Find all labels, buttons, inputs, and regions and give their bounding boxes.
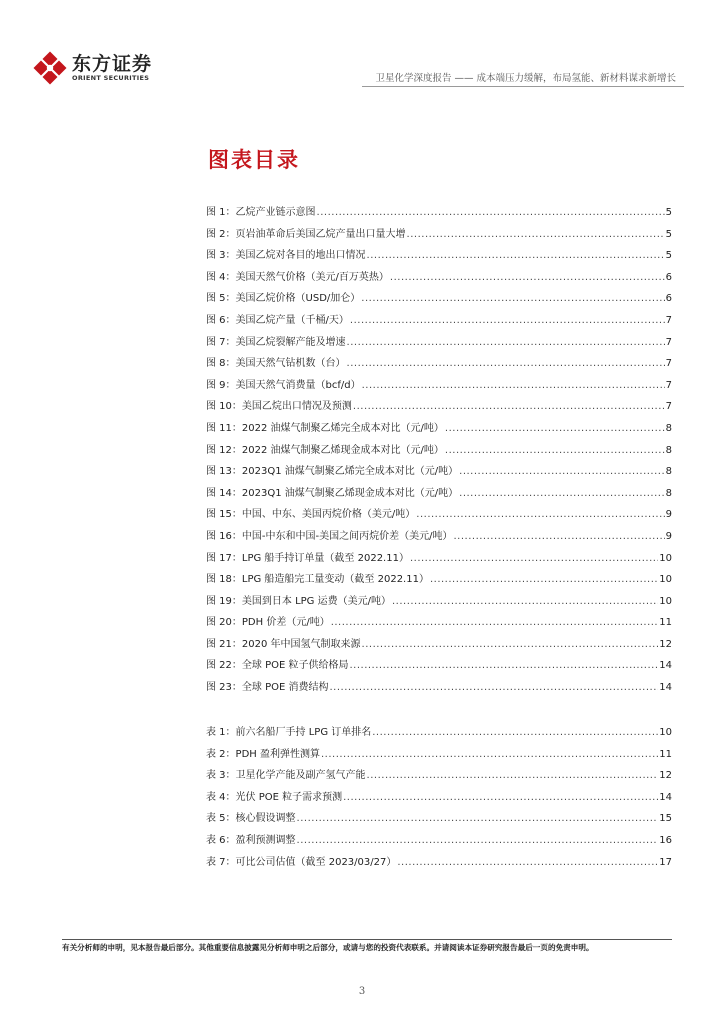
- brand-name-cn: 东方证券: [72, 52, 153, 75]
- figure-toc-entry[interactable]: [206, 570, 672, 592]
- figure-toc-label: 图 1：乙烷产业链示意图: [206, 207, 316, 218]
- figure-toc-page: 10: [659, 595, 672, 607]
- orient-securities-logo-icon: [32, 50, 68, 86]
- dot-leader: [459, 466, 664, 477]
- figure-toc-page: 6: [665, 293, 672, 305]
- figure-toc-page: 10: [659, 552, 672, 564]
- figure-toc-label: 图 22：全球 POE 粒子供给格局: [206, 660, 349, 672]
- figure-toc-entry[interactable]: [206, 592, 672, 614]
- figure-toc-label: 图 12：2022 油煤气制聚乙烯现金成本对比（元/吨）: [206, 444, 444, 456]
- table-toc-label: 表 7：可比公司估值（截至 2023/03/27）: [206, 856, 397, 868]
- figure-toc-entry[interactable]: [206, 505, 672, 527]
- dot-leader: [407, 229, 665, 240]
- dot-leader: [362, 639, 659, 650]
- figure-toc-entry[interactable]: [206, 678, 672, 700]
- table-toc-page: 12: [659, 770, 672, 782]
- dot-leader: [445, 445, 665, 456]
- dot-leader: [459, 488, 664, 499]
- figure-toc-label: 图 20：PDH 价差（元/吨）: [206, 617, 330, 629]
- table-toc-label: 表 3：卫星化学产能及副产氢气产能: [206, 770, 366, 782]
- dot-leader: [416, 509, 664, 520]
- dot-leader: [410, 553, 658, 564]
- figure-toc-label: 图 11：2022 油煤气制聚乙烯完全成本对比（元/吨）: [206, 422, 444, 434]
- dot-leader: [329, 682, 658, 693]
- figure-toc-page: 8: [665, 466, 672, 478]
- dot-leader: [297, 813, 659, 824]
- table-toc-label: 表 2：PDH 盈利弹性测算: [206, 748, 320, 760]
- table-list: [206, 723, 672, 874]
- figure-toc-entry[interactable]: [206, 203, 672, 225]
- figure-toc-entry[interactable]: [206, 225, 672, 247]
- brand-logo: [32, 50, 152, 86]
- table-toc-label: 表 5：核心假设调整: [206, 813, 296, 825]
- brand-name-en: ORIENT SECURITIES: [72, 73, 150, 82]
- figure-toc-label: 图 19：美国到日本 LPG 运费（美元/吨）: [206, 595, 391, 607]
- dot-leader: [343, 792, 658, 803]
- dot-leader: [392, 596, 658, 607]
- table-toc-entry[interactable]: [206, 788, 672, 810]
- figure-toc-label: 图 9：美国天然气消费量（bcf/d）: [206, 379, 361, 391]
- dot-leader: [350, 315, 665, 326]
- dot-leader: [454, 531, 665, 542]
- figure-toc-page: 9: [665, 530, 672, 542]
- table-toc-page: 14: [659, 791, 672, 803]
- dot-leader: [297, 835, 659, 846]
- table-toc-page: 15: [659, 813, 672, 825]
- figure-toc-label: 图 2：页岩油革命后美国乙烷产量出口量大增: [206, 228, 406, 240]
- figure-toc-entry[interactable]: [206, 635, 672, 657]
- table-toc-page: 10: [659, 727, 672, 738]
- figure-toc-page: 7: [665, 336, 672, 348]
- header-divider: [362, 86, 684, 87]
- figure-toc-page: 7: [665, 401, 672, 413]
- figure-toc-label: 图 23：全球 POE 消费结构: [206, 682, 329, 694]
- figure-toc-entry[interactable]: [206, 268, 672, 290]
- figure-toc-page: 12: [659, 638, 672, 650]
- table-toc-label: 表 4：光伏 POE 粒子需求预测: [206, 791, 343, 803]
- figure-toc-page: 10: [659, 574, 672, 586]
- figure-toc-entry[interactable]: [206, 656, 672, 678]
- table-toc-entry[interactable]: [206, 809, 672, 831]
- figure-toc-label: 图 14：2023Q1 油煤气制聚乙烯现金成本对比（元/吨）: [206, 487, 459, 499]
- figure-toc-page: 5: [665, 228, 672, 240]
- dot-leader: [347, 337, 665, 348]
- figure-toc-entry[interactable]: [206, 246, 672, 268]
- figure-toc-label: 图 15：中国、中东、美国丙烷价格（美元/吨）: [206, 509, 416, 521]
- figure-toc-label: 图 21：2020 年中国氢气制取来源: [206, 638, 361, 650]
- table-toc-entry[interactable]: [206, 723, 672, 745]
- figure-toc-page: 14: [659, 682, 672, 694]
- figure-toc-page: 5: [665, 207, 672, 218]
- dot-leader: [430, 574, 658, 585]
- dot-leader: [362, 380, 665, 391]
- table-toc-page: 16: [659, 834, 672, 846]
- figure-list: [206, 203, 672, 700]
- figure-toc-page: 8: [665, 422, 672, 434]
- figure-toc-entry[interactable]: [206, 354, 672, 376]
- figure-toc-page: 11: [659, 617, 672, 629]
- figure-toc-page: 9: [665, 509, 672, 521]
- figure-toc-entry[interactable]: [206, 484, 672, 506]
- dot-leader: [390, 272, 665, 283]
- dot-leader: [367, 770, 659, 781]
- figure-toc-entry[interactable]: [206, 613, 672, 635]
- page-number: 3: [358, 986, 366, 997]
- figure-toc-label: 图 3：美国乙烷对各目的地出口情况: [206, 250, 366, 262]
- figure-toc-label: 图 5：美国乙烷价格（USD/加仑）: [206, 293, 361, 305]
- figure-toc-entry[interactable]: [206, 441, 672, 463]
- figure-toc-entry[interactable]: [206, 397, 672, 419]
- figure-toc-label: 图 16：中国-中东和中国-美国之间丙烷价差（美元/吨）: [206, 530, 453, 542]
- figure-toc-entry[interactable]: [206, 549, 672, 571]
- table-toc-page: 17: [659, 856, 672, 868]
- dot-leader: [349, 660, 658, 671]
- figure-toc-label: 图 8：美国天然气钻机数（台）: [206, 358, 346, 370]
- figure-toc-entry[interactable]: [206, 527, 672, 549]
- dot-leader: [445, 423, 665, 434]
- figure-toc-label: 图 10：美国乙烷出口情况及预测: [206, 401, 352, 413]
- analyst-disclaimer: 有关分析师的申明，见本报告最后部分。其他重要信息披露见分析师申明之后部分，或请与您的投资代表联系。并请阅读本证券研究报告最后一页的免责申明。: [62, 943, 594, 952]
- figure-toc-label: 图 6：美国乙烷产量（千桶/天）: [206, 314, 349, 326]
- figure-toc-label: 图 7：美国乙烷裂解产能及增速: [206, 336, 346, 348]
- figure-toc-page: 5: [665, 250, 672, 262]
- dot-leader: [361, 293, 664, 304]
- dot-leader: [397, 857, 658, 868]
- footer-divider: [62, 939, 672, 940]
- figure-toc-entry[interactable]: [206, 333, 672, 355]
- figure-toc-entry[interactable]: [206, 462, 672, 484]
- dot-leader: [321, 749, 658, 760]
- figure-toc-entry[interactable]: [206, 376, 672, 398]
- figure-toc-label: 图 4：美国天然气价格（美元/百万英热）: [206, 271, 389, 283]
- table-toc-page: 11: [659, 748, 672, 760]
- figure-toc-page: 7: [665, 358, 672, 370]
- figure-toc-label: 图 13：2023Q1 油煤气制聚乙烯完全成本对比（元/吨）: [206, 466, 459, 478]
- table-toc-entry[interactable]: [206, 745, 672, 767]
- figure-toc-page: 8: [665, 444, 672, 456]
- figure-toc-page: 6: [665, 271, 672, 283]
- dot-leader: [372, 727, 658, 738]
- table-toc-label: 表 1：前六名船厂手持 LPG 订单排名: [206, 727, 372, 738]
- table-toc-entry[interactable]: [206, 766, 672, 788]
- dot-leader: [317, 207, 665, 218]
- dot-leader: [367, 250, 665, 261]
- brand-text: [72, 54, 152, 83]
- toc-title: 图表目录: [208, 148, 300, 172]
- dot-leader: [353, 401, 665, 412]
- dot-leader: [331, 617, 659, 628]
- table-toc-entry[interactable]: [206, 853, 672, 875]
- figure-toc-label: 图 17：LPG 船手持订单量（截至 2022.11）: [206, 552, 409, 564]
- report-title: 卫星化学深度报告 —— 成本端压力缓解，布局氢能、新材料谋求新增长: [375, 73, 676, 84]
- logo-center: [47, 65, 53, 71]
- figure-toc-page: 7: [665, 314, 672, 326]
- figure-toc-page: 8: [665, 487, 672, 499]
- figure-toc-entry[interactable]: [206, 419, 672, 441]
- figure-toc-entry[interactable]: [206, 289, 672, 311]
- dot-leader: [347, 358, 665, 369]
- figure-toc-entry[interactable]: [206, 311, 672, 333]
- figure-toc-page: 14: [659, 660, 672, 672]
- figure-toc-page: 7: [665, 379, 672, 391]
- figure-toc-label: 图 18：LPG 船造船完工量变动（截至 2022.11）: [206, 574, 429, 586]
- table-toc-label: 表 6：盈利预测调整: [206, 834, 296, 846]
- table-toc-entry[interactable]: [206, 831, 672, 853]
